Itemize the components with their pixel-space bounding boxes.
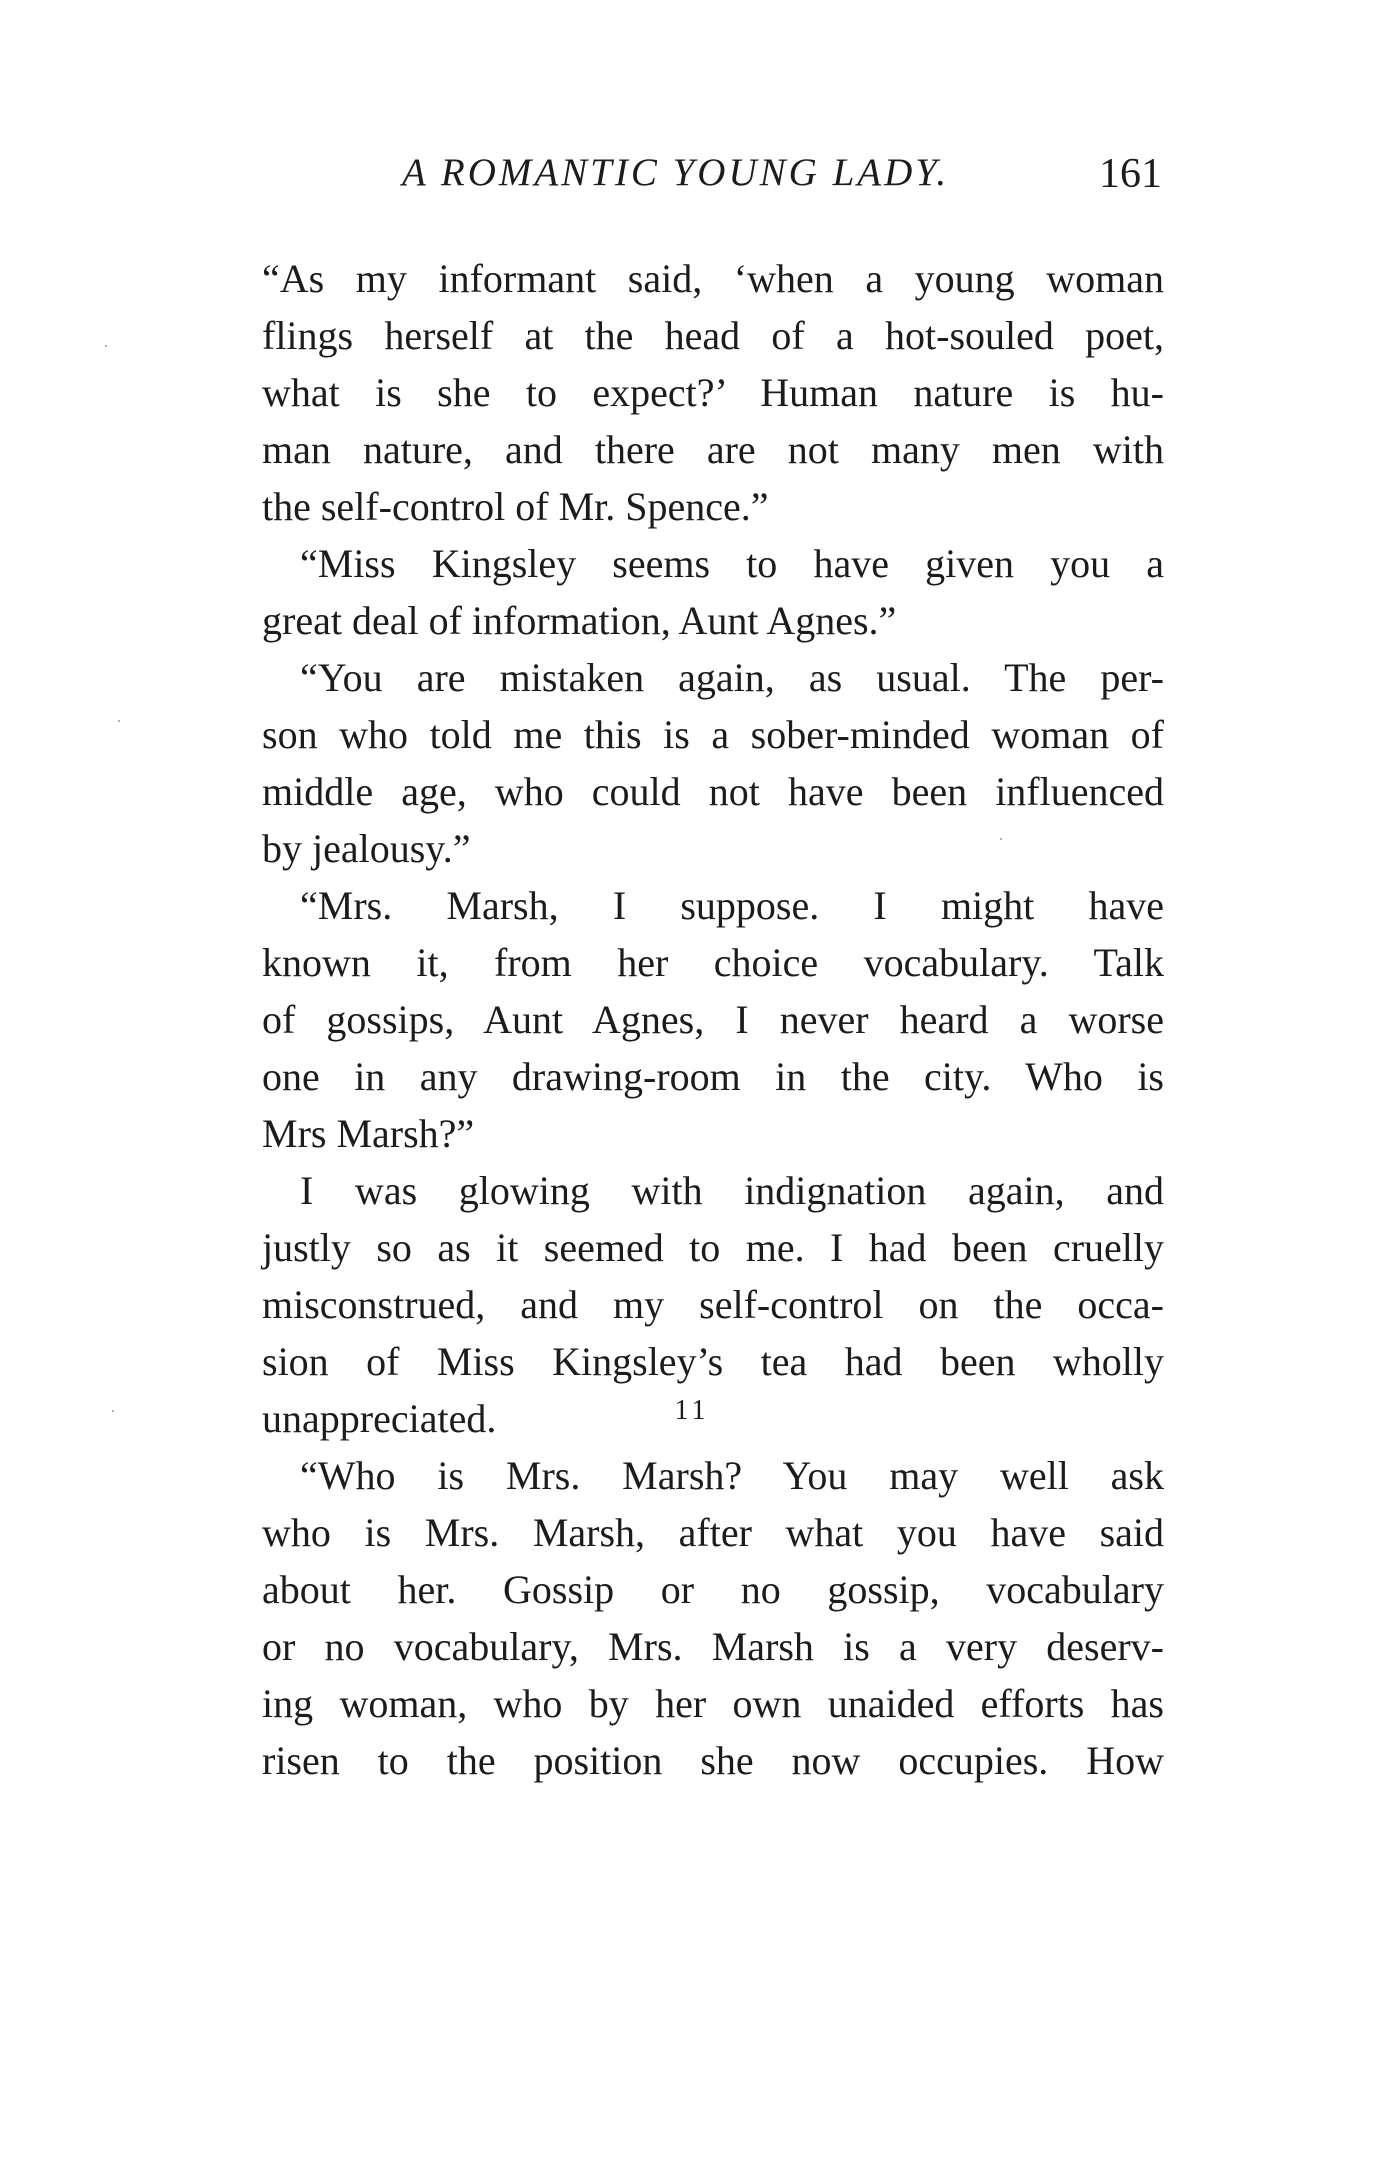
text-line: Mrs Marsh?” <box>262 1111 475 1156</box>
text-line: or no vocabulary, Mrs. Marsh is a very deserv- <box>262 1624 1164 1669</box>
page-number: 161 <box>1099 151 1162 197</box>
text-line: one in any drawing-room in the city. Who is <box>262 1054 1164 1099</box>
text-line: risen to the position she now occupies. How <box>262 1738 1164 1783</box>
paper-speck <box>1000 838 1002 840</box>
text-line: “As my informant said, ‘when a young woman <box>262 256 1164 301</box>
text-line: great deal of information, Aunt Agnes.” <box>262 598 897 643</box>
page-header <box>262 150 1162 210</box>
text-line: man nature, and there are not many men with <box>262 427 1164 472</box>
text-line: “You are mistaken again, as usual. The per- <box>300 655 1164 700</box>
text-line: son who told me this is a sober-minded woman of <box>262 712 1164 757</box>
text-line: ing woman, who by her own unaided efforts has <box>262 1681 1164 1726</box>
text-line: the self-control of Mr. Spence.” <box>262 484 769 529</box>
text-line: unappreciated. <box>262 1396 497 1441</box>
text-line: who is Mrs. Marsh, after what you have said <box>262 1510 1164 1555</box>
text-line: justly so as it seemed to me. I had been cruelly <box>262 1225 1164 1270</box>
text-line: flings herself at the head of a hot-souled poet, <box>262 313 1164 358</box>
paper-speck <box>105 345 107 347</box>
paper-speck <box>118 720 120 722</box>
text-line: about her. Gossip or no gossip, vocabulary <box>262 1567 1164 1612</box>
text-line: of gossips, Aunt Agnes, I never heard a worse <box>262 997 1164 1042</box>
text-line: known it, from her choice vocabulary. Talk <box>262 940 1164 985</box>
text-line: “Who is Mrs. Marsh? You may well ask <box>300 1453 1164 1498</box>
text-line: “Mrs. Marsh, I suppose. I might have <box>300 883 1164 928</box>
text-line: by jealousy.” <box>262 826 471 871</box>
text-line: I was glowing with indignation again, and <box>300 1168 1164 1213</box>
signature-mark: 11 <box>674 1395 710 1426</box>
text-line: what is she to expect?’ Human nature is hu- <box>262 370 1164 415</box>
text-line: “Miss Kingsley seems to have given you a <box>300 541 1164 586</box>
running-head: A ROMANTIC YOUNG LADY. <box>402 151 950 194</box>
text-line: middle age, who could not have been influenced <box>262 769 1164 814</box>
text-line: misconstrued, and my self-control on the occa- <box>262 1282 1164 1327</box>
body-text <box>262 250 1164 1789</box>
paper-speck <box>112 1410 114 1412</box>
text-line: sion of Miss Kingsley’s tea had been wholly <box>262 1339 1164 1384</box>
